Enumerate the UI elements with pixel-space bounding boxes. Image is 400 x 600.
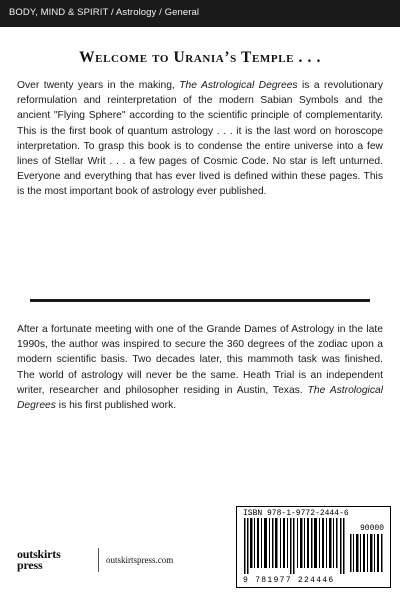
isbn-label: ISBN 978-1-9772-2444-6: [243, 509, 349, 518]
price-barcode-icon: [350, 534, 384, 572]
back-cover-heading: Welcome to Urania’s Temple . . .: [79, 49, 321, 66]
paragraph2-text-end: is his first published work.: [55, 400, 177, 412]
category-text: BODY, MIND & SPIRIT / Astrology / General: [9, 7, 200, 18]
section-divider: [30, 299, 370, 302]
book-title-italic: The Astrological Degrees: [17, 384, 383, 412]
publisher-url: outskirtspress.com: [106, 555, 174, 565]
isbn-barcode-block: [236, 506, 391, 588]
ean-digits: 9 781977 224446: [243, 576, 335, 585]
paragraph2-text-start: After a fortunate meeting with one of the Grande Dames of Astrology in the late 1990s, the author was inspired to secure the 360 degrees of the zodiac upon a modern scientific basis. Two decades later, this mammoth task was finished. The world of astrology will never be the same. Heath Trial is an independent writer, researcher and philosopher residing in Austin, Texas.: [17, 324, 383, 396]
paragraph1-text-end: is a revolutionary reformulation and reinterpretation of the modern Sabian Symbols and the ancient "Flying Sphere" according to the scientific principle of complementarity. This is the first book of quantum astrology . . . it is the last word on horoscope interpretation. To grasp this book is to condense the entire universe into a few lines of Stellar Writ . . . a few pages of Cosmic Code. No star is left unturned. Everyone and everything that has ever lived is defined within these pages. This is the most important book of astrology ever published.: [17, 80, 383, 198]
price-code: 90000: [359, 524, 384, 533]
logo-text-line1: outskirts: [17, 547, 61, 561]
category-bar: [0, 0, 400, 27]
paragraph1-text-start: Over twenty years in the making,: [17, 80, 180, 91]
book-title-italic: The Astrological Degrees: [179, 80, 298, 91]
description-paragraph: [17, 78, 383, 200]
ean-barcode-icon: [244, 518, 346, 574]
logo-separator: [98, 548, 99, 572]
logo-text-line2: press: [17, 558, 43, 572]
publisher-logo: [17, 549, 61, 571]
author-bio-paragraph: [17, 322, 383, 413]
